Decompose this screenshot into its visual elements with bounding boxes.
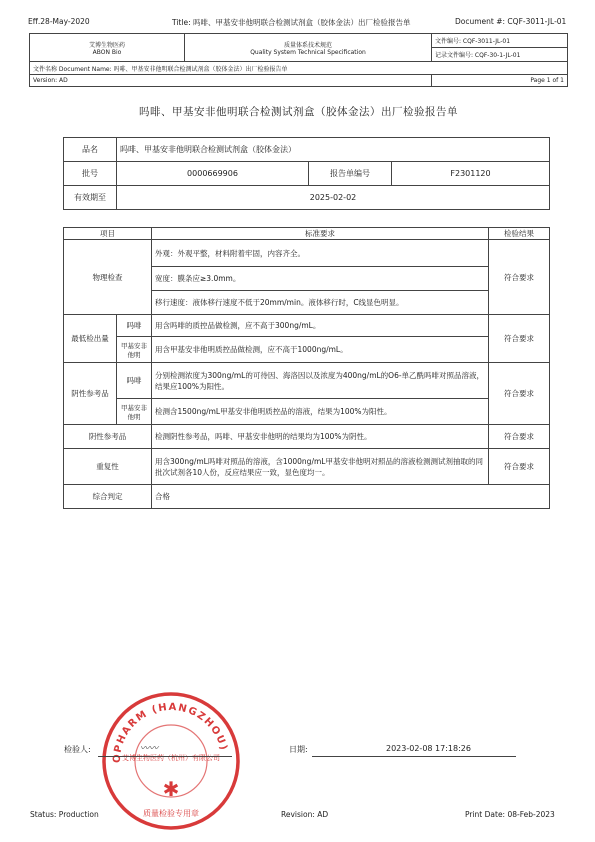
lot-label: 批号	[64, 162, 117, 186]
doc-no-cell: 文件编号: CQF-3011-JL-01 记录文件编号: CQF-30-1-JL-01	[432, 34, 568, 62]
limit-result: 符合要求	[489, 315, 550, 363]
product-label: 品名	[64, 138, 117, 162]
limit-meth-label: 甲基安非他明	[117, 337, 152, 363]
effective-date: Eff.28-May-2020	[28, 17, 90, 26]
col-standard: 标准要求	[152, 228, 489, 240]
neg-morphine: 分别检测浓度为300ng/mL的可待因、海洛因以及浓度为400ng/mL的O6-单乙酰吗啡对照品溶液，结果应100%为阳性。	[152, 363, 489, 399]
footer-print-date: Print Date: 08-Feb-2023	[465, 810, 555, 819]
product-info-table	[63, 137, 550, 210]
inspection-table	[63, 227, 550, 509]
limit-meth: 用含甲基安非他明质控品做检测，应不高于1000ng/mL。	[152, 337, 489, 363]
inspector-label: 检验人:	[64, 745, 91, 754]
repeat-result: 符合要求	[489, 449, 550, 485]
top-title: Title: 吗啡、甲基安非他明联合检测试剂盒（胶体金法）出厂检验报告单	[172, 18, 411, 27]
overall-label: 综合判定	[64, 485, 152, 509]
company-cell: 艾博生物医药 ABON Bio	[30, 34, 185, 62]
physical-label: 物理检查	[64, 240, 152, 315]
neg-meth: 检测含1500ng/mL甲基安非他明质控品的溶液，结果为100%为阳性。	[152, 399, 489, 425]
neg-result: 符合要求	[489, 363, 550, 425]
negref-result: 符合要求	[489, 425, 550, 449]
neg-meth-label: 甲基安非他明	[117, 399, 152, 425]
physical-speed: 移行速度：液体移行速度不低于20mm/min。液体移行时，C线显色明显。	[152, 291, 489, 315]
physical-result: 符合要求	[489, 240, 550, 315]
page-number: Page 1 of 1	[432, 75, 568, 87]
file-name-cell: 文件名称 Document Name: 吗啡、甲基安非他明联合检测试剂盒（胶体金法）出厂检验报告单	[30, 62, 568, 75]
system-cell: 质量体系技术规范 Quality System Technical Specification	[185, 34, 432, 62]
physical-width: 宽度：膜条应≥3.0mm。	[152, 267, 489, 291]
limit-label: 最低检出量	[64, 315, 117, 363]
expiry-value: 2025-02-02	[117, 186, 550, 210]
version: Version: AD	[30, 75, 432, 87]
expiry-label: 有效期至	[64, 186, 117, 210]
document-number: Document #: CQF-3011-JL-01	[455, 17, 567, 26]
report-no-label: 报告单编号	[309, 162, 392, 186]
limit-morphine: 用含吗啡的质控品做检测，应不高于300ng/mL。	[152, 315, 489, 337]
col-result: 检验结果	[489, 228, 550, 240]
seal-graphic	[98, 688, 244, 834]
repeat: 用含300ng/mL吗啡对照品的溶液，含1000ng/mL甲基安非他明对照品的溶液检测测试剂抽取的同批次试剂各10人份，反应结果应一致，显色度均一。	[152, 449, 489, 485]
date-label: 日期:	[289, 745, 308, 754]
negref-label: 阴性参考品	[64, 425, 152, 449]
svg-text:✱: ✱	[162, 777, 180, 801]
neg-morphine-label: 吗啡	[117, 363, 152, 399]
document-header	[29, 33, 568, 87]
col-item: 项目	[64, 228, 152, 240]
limit-morphine-label: 吗啡	[117, 315, 152, 337]
footer-status: Status: Production	[30, 810, 99, 819]
inspector-signature-line	[98, 756, 232, 757]
inspector-signature: 〰〰	[140, 744, 159, 754]
negref: 检测阴性参考品，吗啡、甲基安非他明的结果均为100%为阴性。	[152, 425, 489, 449]
product-value: 吗啡、甲基安非他明联合检测试剂盒（胶体金法）	[117, 138, 550, 162]
date-line	[312, 756, 516, 757]
physical-appearance: 外观：外观平整，材料附着牢固，内容齐全。	[152, 240, 489, 267]
repeat-label: 重复性	[64, 449, 152, 485]
svg-text:艾博生物医药（杭州）有限公司: 艾博生物医药（杭州）有限公司	[122, 754, 220, 762]
report-title: 吗啡、甲基安非他明联合检测试剂盒（胶体金法）出厂检验报告单	[139, 106, 458, 118]
footer-revision: Revision: AD	[281, 810, 329, 819]
company-seal	[98, 688, 244, 834]
lot-value: 0000669906	[117, 162, 309, 186]
svg-text:ABON BIOPHARM (HANGZHOU) CO.,: OPHARM (HANGZHOU)	[111, 701, 230, 764]
svg-text:质量检验专用章: 质量检验专用章	[143, 809, 199, 818]
neg-label: 阴性参考品	[64, 363, 117, 425]
overall-value: 合格	[152, 485, 550, 509]
date-value: 2023-02-08 17:18:26	[386, 744, 471, 753]
report-no-value: F2301120	[392, 162, 550, 186]
